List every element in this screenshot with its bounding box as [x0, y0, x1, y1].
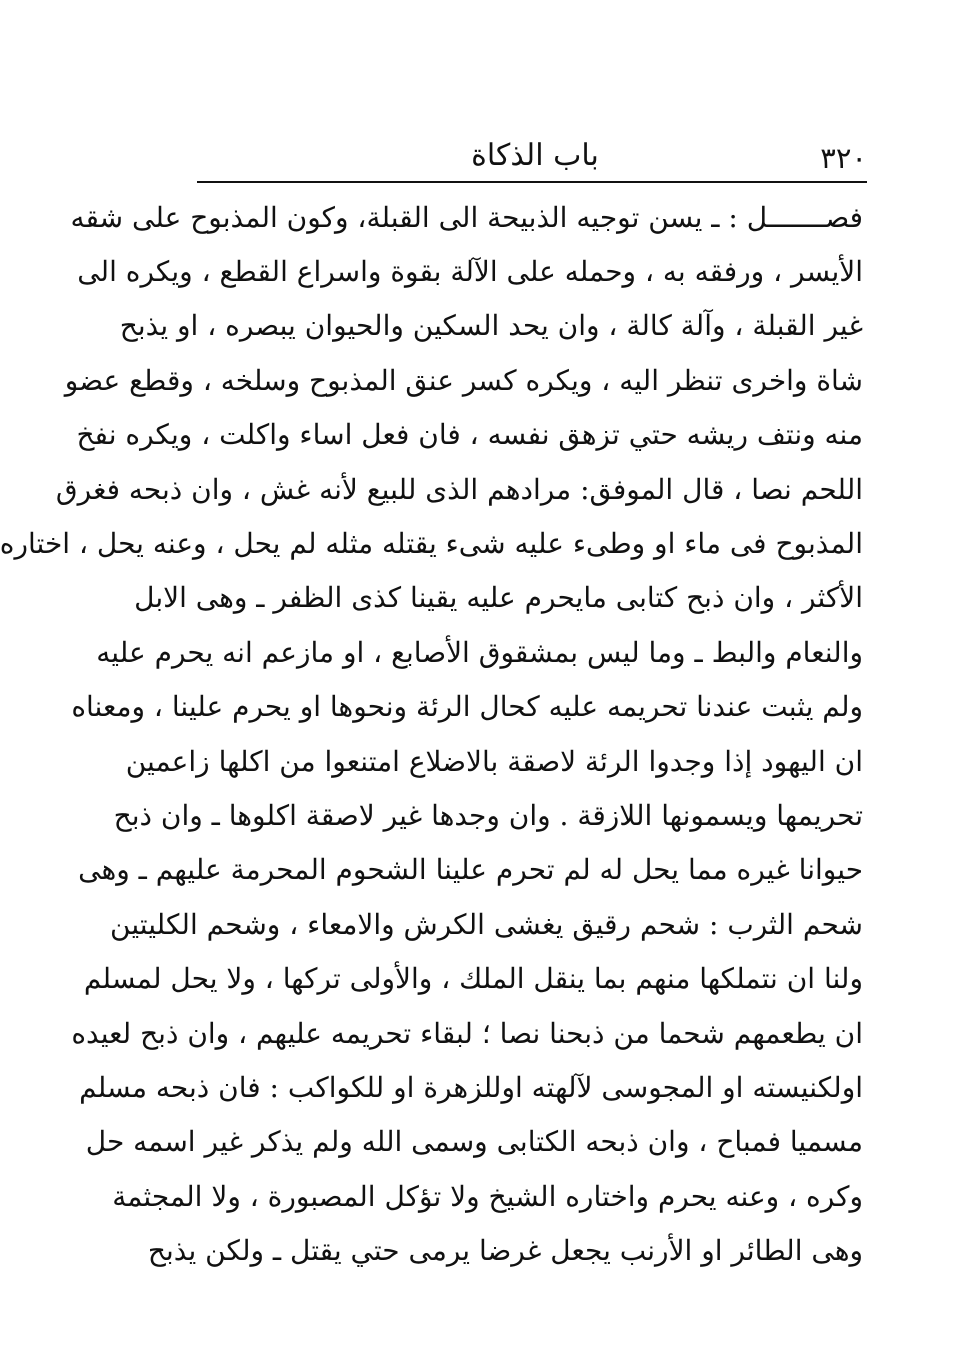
- text-line-content: شحم الثرب : شحم رقيق يغشى الكرش والامعاء ، وشحم الكليتين: [110, 907, 863, 941]
- text-line: [85, 1115, 863, 1169]
- text-line-content: فصـــــــل : ـ يسن توجيه الذبيحة الى القبلة، وكون المذبوح على شقه: [70, 200, 863, 234]
- text-line-content: اولكنيسته او المجوسى لآلهته اوللزهرة او للكواكب : فان ذبحه مسلم: [79, 1070, 863, 1104]
- text-line-content: حيوانا غيره مما يحل له لم تحرم علينا الشحوم المحرمة عليهم ـ وهى: [78, 853, 863, 887]
- text-line: [113, 788, 863, 842]
- text-line-content: الأيسر ، ورفقه به ، وحمله على الآلة بقوة واسراع القطع ، ويكره الى: [77, 255, 863, 289]
- text-line-content: شاة واخرى تنظر اليه ، ويكره كسر عنق المذبوح وسلخه ، وقطع عضو: [64, 363, 863, 397]
- text-line: [83, 951, 863, 1005]
- text-line: [70, 190, 863, 244]
- text-line: [79, 1060, 863, 1114]
- text-line-content: المذبوح فى ماء او وطىء عليه شىء يقتله مثله لم يحل ، وعنه يحل ، اختاره: [0, 527, 863, 561]
- text-line: [125, 734, 863, 788]
- text-line-content: والنعام والبط ـ وما ليس بمشقوق الأصابع ، او مازعم انه يحرم عليه: [96, 635, 863, 669]
- text-line: [0, 516, 863, 570]
- text-line: [147, 1223, 863, 1277]
- text-line: [119, 299, 863, 353]
- text-line: [78, 843, 863, 897]
- text-line: [110, 897, 863, 951]
- text-line-content: وكره ، وعنه يحرم واختاره الشيخ ولا تؤكل المصبورة ، ولا المجثمة: [112, 1179, 863, 1213]
- text-line: [112, 1169, 863, 1223]
- text-line: [76, 408, 863, 462]
- text-line-content: الأكثر ، وان ذبح كتابى مايحرم عليه يقينا كذى الظفر ـ وهى الابل: [134, 581, 863, 615]
- page-body: [0, 190, 863, 1278]
- text-line: [77, 244, 863, 298]
- text-line-content: غير القبلة ، وآلة كالة ، وان يحد السكين والحيوان يبصره ، او يذبح: [119, 309, 863, 343]
- text-line-content: ولم يثبت عندنا تحريمه عليه كحال الرئة ونحوها او يحرم علينا ، ومعناه: [71, 690, 863, 724]
- text-line-content: مسميا فمباح ، وان ذبحه الكتابى وسمى الله ولم يذكر غير اسمه حل: [85, 1125, 863, 1159]
- chapter-title: باب الذكاة: [471, 138, 599, 173]
- text-line-content: وهى الطائر او الأرنب يجعل غرضا يرمى حتي يقتل ـ ولكن يذبح: [147, 1234, 863, 1268]
- page-header: [201, 138, 869, 178]
- text-line: [71, 1006, 863, 1060]
- text-line: [71, 680, 863, 734]
- page-number: ٣٢٠: [820, 141, 867, 175]
- header-divider: [197, 181, 867, 183]
- text-line-content: منه ونتف ريشه حتي تزهق نفسه ، فان فعل اساء واكلت ، ويكره نفخ: [76, 418, 863, 452]
- text-line-content: اللحم نصا ، قال الموفق: مرادهم الذى للبيع لأنه غش ، وان ذبحه فغرق: [55, 472, 863, 506]
- text-line: [64, 353, 863, 407]
- text-line: [55, 462, 863, 516]
- text-line-content: ان اليهود إذا وجدوا الرئة لاصقة بالاضلاع امتنعوا من اكلها زاعمين: [125, 744, 863, 778]
- text-line-content: ولنا ان نتملكها منهم بما ينقل الملك ، والأولى تركها ، ولا يحل لمسلم: [83, 962, 863, 996]
- text-line: [96, 625, 863, 679]
- text-line-content: ان يطعمهم شحما من ذبحنا نصا ؛ لبقاء تحريمه عليهم ، وان ذبح لعيده: [71, 1016, 863, 1050]
- text-line: [134, 571, 863, 625]
- text-line-content: تحريمها ويسمونها اللازقة . وان وجدها غير لاصقة اكلوها ـ وان ذبح: [113, 798, 863, 832]
